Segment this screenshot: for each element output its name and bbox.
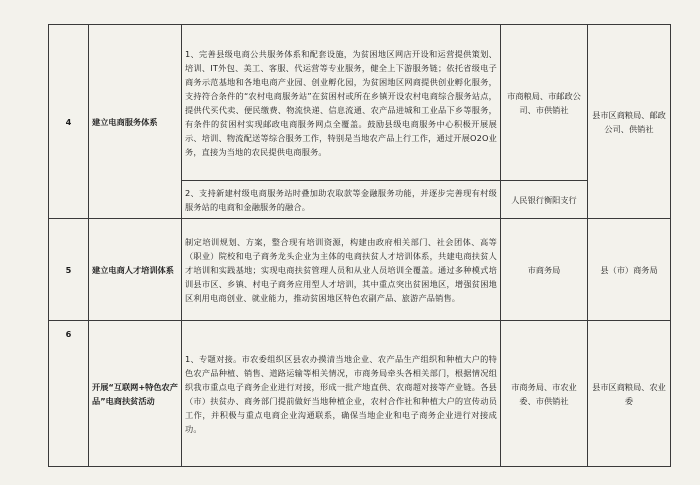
table-row [49, 321, 671, 467]
task-name: 开展“互联网+特色农产品”电商扶贫活动 [89, 321, 182, 467]
table-row [49, 25, 671, 181]
lead-unit: 市商粮局、市邮政公司、市供销社 [501, 25, 588, 181]
cooperating-unit: 县市区商粮局、农业委 [588, 321, 671, 467]
row-number: 5 [49, 219, 89, 321]
lead-unit: 人民银行衡阳支行 [501, 181, 588, 219]
task-content: 1、完善县级电商公共服务体系和配套设施，为贫困地区网店开设和运营提供策划、培训、IT外包、美工、客服、代运营等专业服务，健全上下游服务链；依托省级电子商务示范基地和各地电商产业园、创业孵化园，为贫困地区网商提供创业孵化服务，支持符合条件的“农村电商服务站”在贫困村或所在乡镇开设农村电商综合服务站点，提供代买代卖、便民缴费、物流快递、信息流通、农产品进城和工业品下乡等服务，有条件的贫困村实现邮政电商服务网点全覆盖。鼓励县级电商服务中心积极开展展示、培训、物流配送等综合服务工作，特别是当地农产品上行工作，通过开展O2O业务，直接为当地的农民提供电商服务。 [182, 25, 501, 181]
lead-unit: 市商务局、市农业委、市供销社 [501, 321, 588, 467]
task-name: 建立电商服务体系 [89, 25, 182, 219]
task-content: 1、专题对接。市农委组织区县农办摸清当地企业、农产品生产组织和种植大户的特色农产品种植、销售、道路运输等相关情况，市商务局牵头各相关部门，根据情况组织我市重点电子商务企业进行对接，形成一批产地直供、农商超对接等产业链。各县（市）扶贫办、商务部门提前做好当地种植企业，农村合作社和种植大户的宣传动员工作，并积极与重点电商企业沟通联系，确保当地企业和电子商务企业进行对接成功。 [182, 321, 501, 467]
task-content: 2、支持新建村级电商服务站时叠加助农取款等金融服务功能，并逐步完善现有村级服务站的电商和金融服务的融合。 [182, 181, 501, 219]
task-table [48, 24, 671, 467]
row-number: 6 [49, 321, 89, 467]
cooperating-unit: 县市区商粮局、邮政公司、供销社 [588, 25, 671, 219]
task-content: 制定培训规划、方案，整合现有培训资源，构建由政府相关部门、社会团体、高等（职业）院校和电子商务龙头企业为主体的电商扶贫人才培训体系，共建电商扶贫人才培训和实践基地；实现电商扶贫管理人员和从业人员培训全覆盖。通过多种模式培训县市区、乡镇、村电子商务应用型人才培训，其中重点突出贫困地区，增强贫困地区利用电商创业、就业能力，推动贫困地区特色农副产品、旅游产品销售。 [182, 219, 501, 321]
task-name: 建立电商人才培训体系 [89, 219, 182, 321]
row-number: 4 [49, 25, 89, 219]
lead-unit: 市商务局 [501, 219, 588, 321]
table-row [49, 219, 671, 321]
cooperating-unit: 县（市）商务局 [588, 219, 671, 321]
